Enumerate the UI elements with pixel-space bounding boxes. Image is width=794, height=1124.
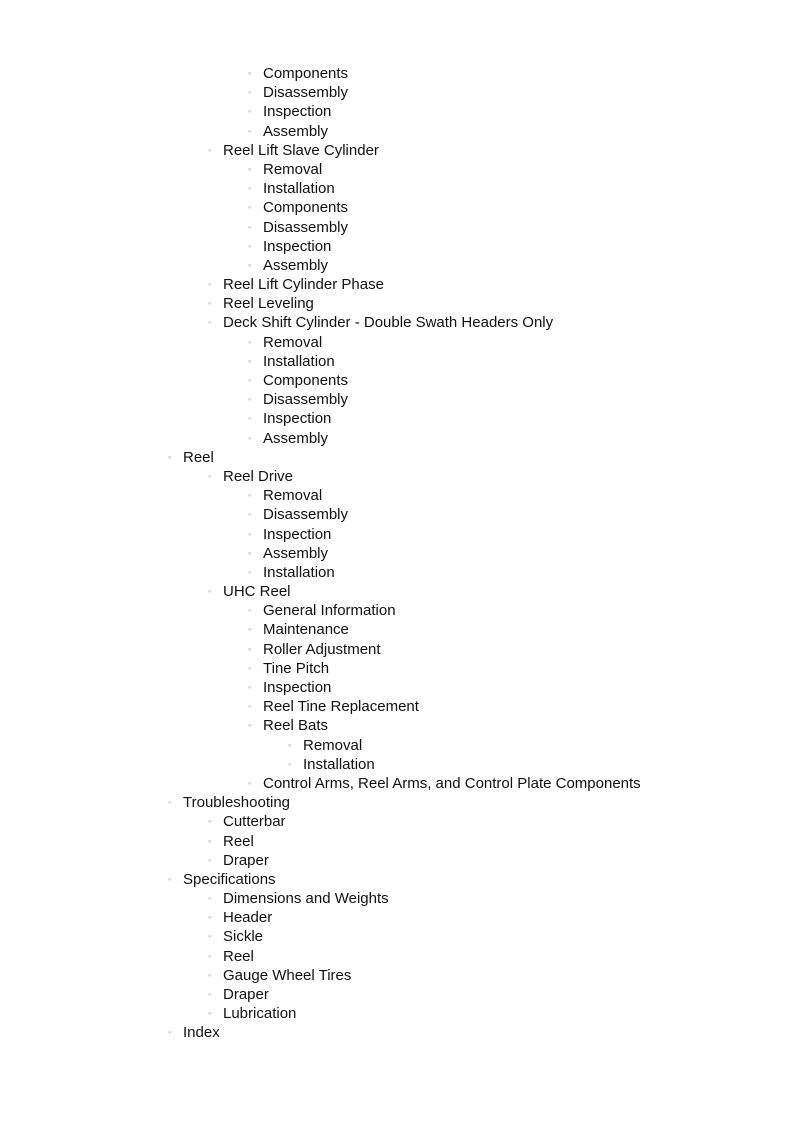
toc-item-label[interactable]: Reel Bats — [263, 717, 329, 735]
toc-item[interactable] — [0, 851, 794, 870]
toc-item[interactable] — [0, 659, 794, 678]
toc-item-label[interactable]: Components — [263, 65, 349, 82]
toc-item[interactable] — [0, 141, 794, 160]
bullet-icon: ◦ — [248, 662, 252, 673]
toc-item[interactable] — [0, 102, 794, 121]
bullet-icon: ◦ — [168, 1027, 172, 1038]
toc-item[interactable] — [0, 601, 794, 620]
toc-item[interactable] — [0, 1023, 794, 1042]
bullet-icon: ◦ — [208, 298, 212, 309]
toc-item-label[interactable]: Dimensions and Weights — [223, 890, 389, 908]
toc-item-label[interactable]: Inspection — [263, 103, 332, 121]
toc-item-label[interactable]: Removal — [263, 487, 323, 505]
toc-item[interactable] — [0, 774, 794, 793]
toc-item[interactable] — [0, 179, 794, 198]
toc-item-label[interactable]: Reel — [223, 832, 254, 850]
bullet-icon: ◦ — [248, 202, 252, 213]
bullet-icon: ◦ — [288, 758, 292, 769]
bullet-icon: ◦ — [248, 682, 252, 692]
toc-item-label[interactable]: Installation — [263, 352, 335, 370]
toc-item[interactable] — [0, 525, 794, 544]
toc-item-label[interactable]: Gauge Wheel Tires — [223, 966, 352, 984]
bullet-icon: ◦ — [208, 586, 212, 597]
table-of-contents — [0, 64, 794, 1043]
toc-item-label[interactable]: Draper — [223, 851, 269, 869]
toc-item-label[interactable]: Sickle — [223, 928, 264, 946]
toc-item-label[interactable]: Removal — [263, 333, 323, 351]
toc-item-label[interactable]: Disassembly — [263, 391, 349, 409]
toc-item[interactable] — [0, 313, 794, 332]
toc-item[interactable] — [0, 832, 794, 851]
toc-item-label[interactable]: Draper — [223, 986, 269, 1003]
toc-item-label[interactable]: Removal — [303, 736, 363, 754]
toc-item[interactable] — [0, 390, 794, 409]
toc-item[interactable] — [0, 927, 794, 946]
toc-item[interactable] — [0, 755, 794, 774]
toc-item[interactable] — [0, 122, 794, 141]
toc-item[interactable] — [0, 716, 794, 735]
toc-item[interactable] — [0, 505, 794, 524]
toc-item[interactable] — [0, 544, 794, 563]
bullet-icon: ◦ — [248, 777, 252, 788]
bullet-icon: ◦ — [248, 125, 252, 136]
bullet-icon: ◦ — [248, 490, 252, 501]
toc-item[interactable] — [0, 620, 794, 639]
bullet-icon: ◦ — [248, 720, 252, 731]
bullet-icon: ◦ — [208, 950, 212, 961]
toc-item-label[interactable]: Installation — [263, 563, 335, 581]
toc-item-label[interactable]: Inspection — [263, 237, 332, 255]
toc-item-label[interactable]: Disassembly — [263, 506, 349, 524]
bullet-icon: ◦ — [208, 912, 212, 923]
bullet-icon: ◦ — [208, 470, 212, 481]
toc-item[interactable] — [0, 64, 794, 83]
toc-item[interactable] — [0, 237, 794, 256]
bullet-icon: ◦ — [248, 432, 252, 443]
toc-item-label[interactable]: Reel — [223, 947, 254, 965]
bullet-icon: ◦ — [248, 413, 252, 424]
toc-item-label[interactable]: Components — [263, 372, 349, 389]
toc-item[interactable] — [0, 985, 794, 1004]
toc-item[interactable] — [0, 467, 794, 486]
bullet-icon: ◦ — [208, 969, 212, 980]
toc-item-label[interactable]: Assembly — [263, 256, 329, 274]
bullet-icon: ◦ — [248, 336, 252, 347]
bullet-icon: ◦ — [248, 87, 252, 98]
toc-item-label[interactable]: Index — [183, 1024, 220, 1042]
bullet-icon: ◦ — [248, 221, 252, 232]
toc-item-label[interactable]: Tine Pitch — [263, 659, 330, 677]
toc-item[interactable] — [0, 486, 794, 505]
toc-item-label[interactable]: Installation — [263, 180, 335, 198]
toc-item[interactable] — [0, 812, 794, 831]
bullet-icon: ◦ — [248, 240, 252, 251]
toc-item[interactable] — [0, 1004, 794, 1023]
toc-item-label[interactable]: Reel Drive — [223, 467, 294, 485]
toc-item-label[interactable]: Deck Shift Cylinder - Double Swath Headers Only — [223, 314, 554, 332]
toc-item[interactable] — [0, 563, 794, 582]
bullet-icon: ◦ — [248, 566, 252, 577]
toc-item-label[interactable]: Cutterbar — [223, 813, 286, 831]
bullet-icon: ◦ — [248, 68, 252, 78]
bullet-icon: ◦ — [248, 259, 252, 270]
toc-item[interactable] — [0, 640, 794, 659]
bullet-icon: ◦ — [208, 1008, 212, 1019]
toc-item-label[interactable]: Components — [263, 199, 349, 217]
bullet-icon: ◦ — [168, 873, 172, 884]
toc-item[interactable] — [0, 793, 794, 812]
bullet-icon: ◦ — [168, 451, 172, 462]
toc-item-label[interactable]: Header — [223, 909, 273, 927]
bullet-icon: ◦ — [248, 605, 252, 616]
bullet-icon: ◦ — [168, 797, 172, 808]
bullet-icon: ◦ — [208, 835, 212, 846]
bullet-icon: ◦ — [288, 739, 292, 750]
toc-item[interactable] — [0, 870, 794, 889]
bullet-icon: ◦ — [208, 144, 212, 155]
toc-item[interactable] — [0, 736, 794, 755]
toc-item-label[interactable]: Assembly — [263, 122, 329, 140]
toc-item[interactable] — [0, 697, 794, 716]
bullet-icon: ◦ — [248, 547, 252, 558]
bullet-icon: ◦ — [248, 355, 252, 366]
toc-item[interactable] — [0, 409, 794, 428]
bullet-icon: ◦ — [248, 509, 252, 520]
toc-item[interactable] — [0, 889, 794, 908]
toc-item-label[interactable]: Reel Tine Replacement — [263, 698, 419, 716]
toc-item-label[interactable]: Roller Adjustment — [263, 640, 381, 658]
toc-item[interactable] — [0, 83, 794, 102]
bullet-icon: ◦ — [208, 854, 212, 865]
toc-item[interactable] — [0, 678, 794, 697]
toc-item-label[interactable]: Reel Lift Slave Cylinder — [223, 141, 379, 159]
toc-item-label[interactable]: Reel Lift Cylinder Phase — [223, 276, 384, 294]
toc-item-label[interactable]: Troubleshooting — [183, 794, 291, 812]
toc-item-label[interactable]: Specifications — [183, 870, 276, 888]
bullet-icon: ◦ — [208, 317, 212, 328]
toc-item-label[interactable]: Inspection — [263, 525, 332, 543]
toc-item-label[interactable]: Maintenance — [263, 621, 349, 639]
toc-item[interactable] — [0, 947, 794, 966]
toc-item-label[interactable]: UHC Reel — [223, 583, 291, 601]
bullet-icon: ◦ — [248, 701, 252, 712]
toc-item[interactable] — [0, 582, 794, 601]
toc-item-label[interactable]: Installation — [303, 755, 375, 773]
toc-item-label[interactable]: Disassembly — [263, 84, 349, 102]
toc-item-label[interactable]: Removal — [263, 160, 323, 178]
toc-item[interactable] — [0, 294, 794, 313]
toc-item[interactable] — [0, 966, 794, 985]
bullet-icon: ◦ — [248, 106, 252, 117]
bullet-icon: ◦ — [248, 528, 252, 539]
bullet-icon: ◦ — [248, 375, 252, 385]
toc-item-label[interactable]: Assembly — [263, 429, 329, 447]
toc-item[interactable] — [0, 218, 794, 237]
bullet-icon: ◦ — [248, 624, 252, 635]
bullet-icon: ◦ — [248, 163, 252, 174]
bullet-icon: ◦ — [248, 394, 252, 405]
bullet-icon: ◦ — [208, 931, 212, 942]
toc-item[interactable] — [0, 198, 794, 217]
toc-item-label[interactable]: Assembly — [263, 544, 329, 562]
toc-item-label[interactable]: Reel — [183, 448, 214, 466]
toc-item[interactable] — [0, 333, 794, 352]
toc-item[interactable] — [0, 448, 794, 467]
bullet-icon: ◦ — [248, 643, 252, 654]
toc-item-label[interactable]: Inspection — [263, 679, 332, 696]
toc-item[interactable] — [0, 160, 794, 179]
bullet-icon: ◦ — [208, 893, 212, 904]
toc-item[interactable] — [0, 275, 794, 294]
toc-item[interactable] — [0, 256, 794, 275]
toc-item-label[interactable]: Disassembly — [263, 218, 349, 236]
bullet-icon: ◦ — [208, 989, 212, 999]
bullet-icon: ◦ — [248, 183, 252, 194]
toc-item[interactable] — [0, 908, 794, 927]
toc-item-label[interactable]: Control Arms, Reel Arms, and Control Plate Components — [263, 774, 641, 792]
toc-item-label[interactable]: Lubrication — [223, 1005, 297, 1023]
toc-item[interactable] — [0, 429, 794, 448]
toc-item[interactable] — [0, 352, 794, 371]
toc-item-label[interactable]: General Information — [263, 602, 396, 620]
bullet-icon: ◦ — [208, 279, 212, 290]
toc-item-label[interactable]: Inspection — [263, 410, 332, 428]
toc-item-label[interactable]: Reel Leveling — [223, 295, 314, 313]
toc-item[interactable] — [0, 371, 794, 390]
bullet-icon: ◦ — [208, 816, 212, 827]
